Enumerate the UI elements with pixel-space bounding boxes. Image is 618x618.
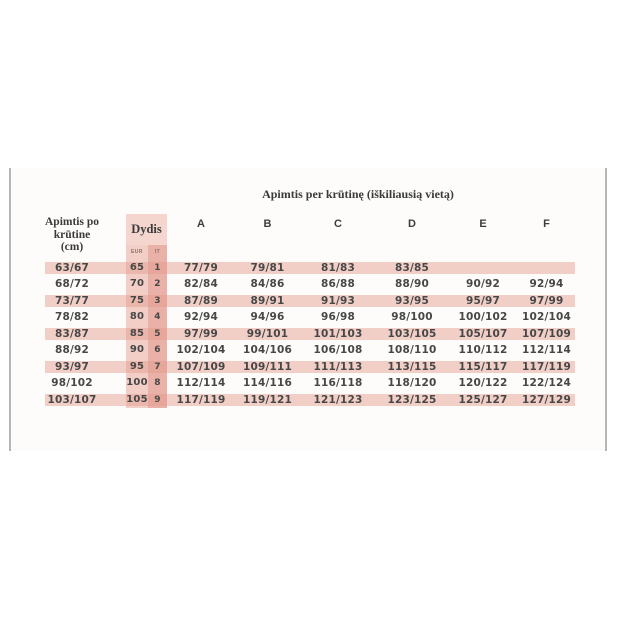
cup-size-cell: 77/79 [183,261,219,274]
size-column-header: Dydis [126,214,167,245]
cup-size-cell: 110/112 [458,344,508,356]
cup-size-cell: 118/120 [387,377,437,389]
cup-size-cell: 96/98 [320,311,356,323]
eur-size-cell: 65 [129,261,145,273]
cup-size-cell: 105/107 [458,327,508,340]
size-table-row [45,260,575,277]
cup-size-cell: 120/122 [458,377,508,389]
right-border-line [605,168,607,451]
cup-size-cell: 113/115 [387,360,437,373]
cup-size-cell: 115/117 [458,360,508,373]
cup-size-cell: 89/91 [250,294,285,307]
eur-size-cell: 85 [129,327,145,339]
underbust-cell: 103/107 [47,393,97,406]
cup-header-row [45,217,575,231]
header-spacer [45,217,126,231]
cup-size-cell: 117/119 [176,393,226,406]
size-table-row [45,326,575,343]
cup-size-cell: 119/121 [242,393,293,406]
eur-size-cell: 70 [129,278,145,289]
cup-header-C: C [334,218,342,230]
cup-size-cell: 88/90 [394,278,430,290]
cup-size-cell [518,260,575,277]
cup-size-cell: 125/127 [458,393,508,406]
underbust-cell: 63/67 [54,261,90,274]
cup-size-cell: 86/88 [320,278,356,290]
cup-size-cell: 114/116 [242,377,293,389]
cup-size-cell: 91/93 [320,294,356,307]
size-table-row [45,309,575,326]
cup-size-cell: 94/96 [250,311,285,323]
it-size-cell: 3 [154,295,161,306]
eur-size-cell: 80 [129,311,145,322]
size-table-row [45,342,575,359]
overbust-group-header: Apimtis per krūtinę (iškiliausią vietą) [262,187,454,201]
size-table-row [45,359,575,376]
underbust-header-line2: krūtine [53,228,91,241]
it-size-cell: 7 [154,361,161,372]
cup-size-cell: 84/86 [250,278,285,290]
cup-header-E: E [479,218,487,230]
cup-size-cell: 104/106 [242,344,293,356]
cup-size-cell: 79/81 [250,261,285,274]
cup-header-F: F [543,218,550,230]
cup-size-cell: 103/105 [387,327,437,340]
size-table-row [45,276,575,293]
eur-size-cell: 100 [126,377,148,388]
underbust-header-line1: Apimtis po [45,216,99,228]
underbust-header-line3: (cm) [60,241,84,253]
cup-header-A: A [197,218,205,230]
cup-size-cell: 100/102 [458,311,508,323]
it-subheader: IT [154,249,161,255]
it-size-cell: 9 [154,394,161,405]
cup-size-cell: 116/118 [313,377,363,389]
cup-size-cell: 99/101 [246,327,289,340]
cup-size-cell: 82/84 [183,278,219,290]
cup-size-cell: 81/83 [320,261,356,274]
underbust-cell: 93/97 [54,360,90,373]
cup-size-cell: 112/114 [176,377,226,389]
underbust-cell: 98/102 [51,377,93,389]
left-border-line [9,168,11,451]
header-spacer [126,217,148,231]
size-table-row [45,392,575,409]
cup-size-cell: 111/113 [313,360,363,373]
cup-size-cell: 92/94 [183,311,219,323]
cup-size-cell: 102/104 [521,311,572,323]
cup-size-cell: 83/85 [394,261,430,274]
cup-size-cell: 122/124 [521,377,572,389]
cup-size-cell: 108/110 [387,344,437,356]
cup-size-cell: 95/97 [465,294,501,307]
cup-size-cell: 93/95 [394,294,430,307]
cup-size-cell [448,260,518,277]
underbust-cell: 73/77 [54,294,90,307]
cup-size-cell: 92/94 [529,278,564,290]
size-table-row [45,375,575,392]
cup-size-cell: 87/89 [183,294,219,307]
eur-size-cell: 95 [129,360,145,372]
it-size-cell: 6 [154,345,161,355]
cup-size-cell: 107/109 [176,360,226,373]
cup-size-cell: 97/99 [183,327,219,340]
it-size-cell: 2 [154,279,161,289]
cup-header-D: D [408,218,416,230]
cup-size-cell: 117/119 [521,360,572,373]
cup-size-cell: 127/129 [521,393,572,406]
header-spacer [148,217,167,231]
cup-size-cell: 90/92 [465,278,501,290]
cup-size-cell: 107/109 [521,327,572,340]
cup-size-cell: 98/100 [391,311,433,323]
cup-size-cell: 101/103 [313,327,363,340]
cup-size-cell: 106/108 [313,344,363,356]
cup-size-cell: 97/99 [529,294,564,307]
cup-size-cell: 109/111 [242,360,293,373]
eur-size-cell: 90 [129,344,145,355]
cup-size-cell: 102/104 [176,344,226,356]
it-size-cell: 5 [154,328,161,339]
eur-size-cell: 75 [129,294,145,306]
cup-size-cell: 121/123 [313,393,363,406]
cup-size-cell: 112/114 [521,344,572,356]
cup-size-cell: 123/125 [387,393,437,406]
size-table-row [45,293,575,310]
eur-subheader: EUR [130,249,144,255]
underbust-cell: 83/87 [54,327,90,340]
size-table-rows [45,260,575,409]
cup-header-B: B [263,218,272,230]
underbust-cell: 88/92 [54,344,90,356]
underbust-cell: 78/82 [54,311,90,323]
it-size-cell: 8 [154,378,161,388]
eur-size-cell: 105 [126,393,148,405]
it-size-cell: 1 [154,262,161,273]
it-size-cell: 4 [154,312,161,322]
underbust-cell: 68/72 [54,278,90,290]
